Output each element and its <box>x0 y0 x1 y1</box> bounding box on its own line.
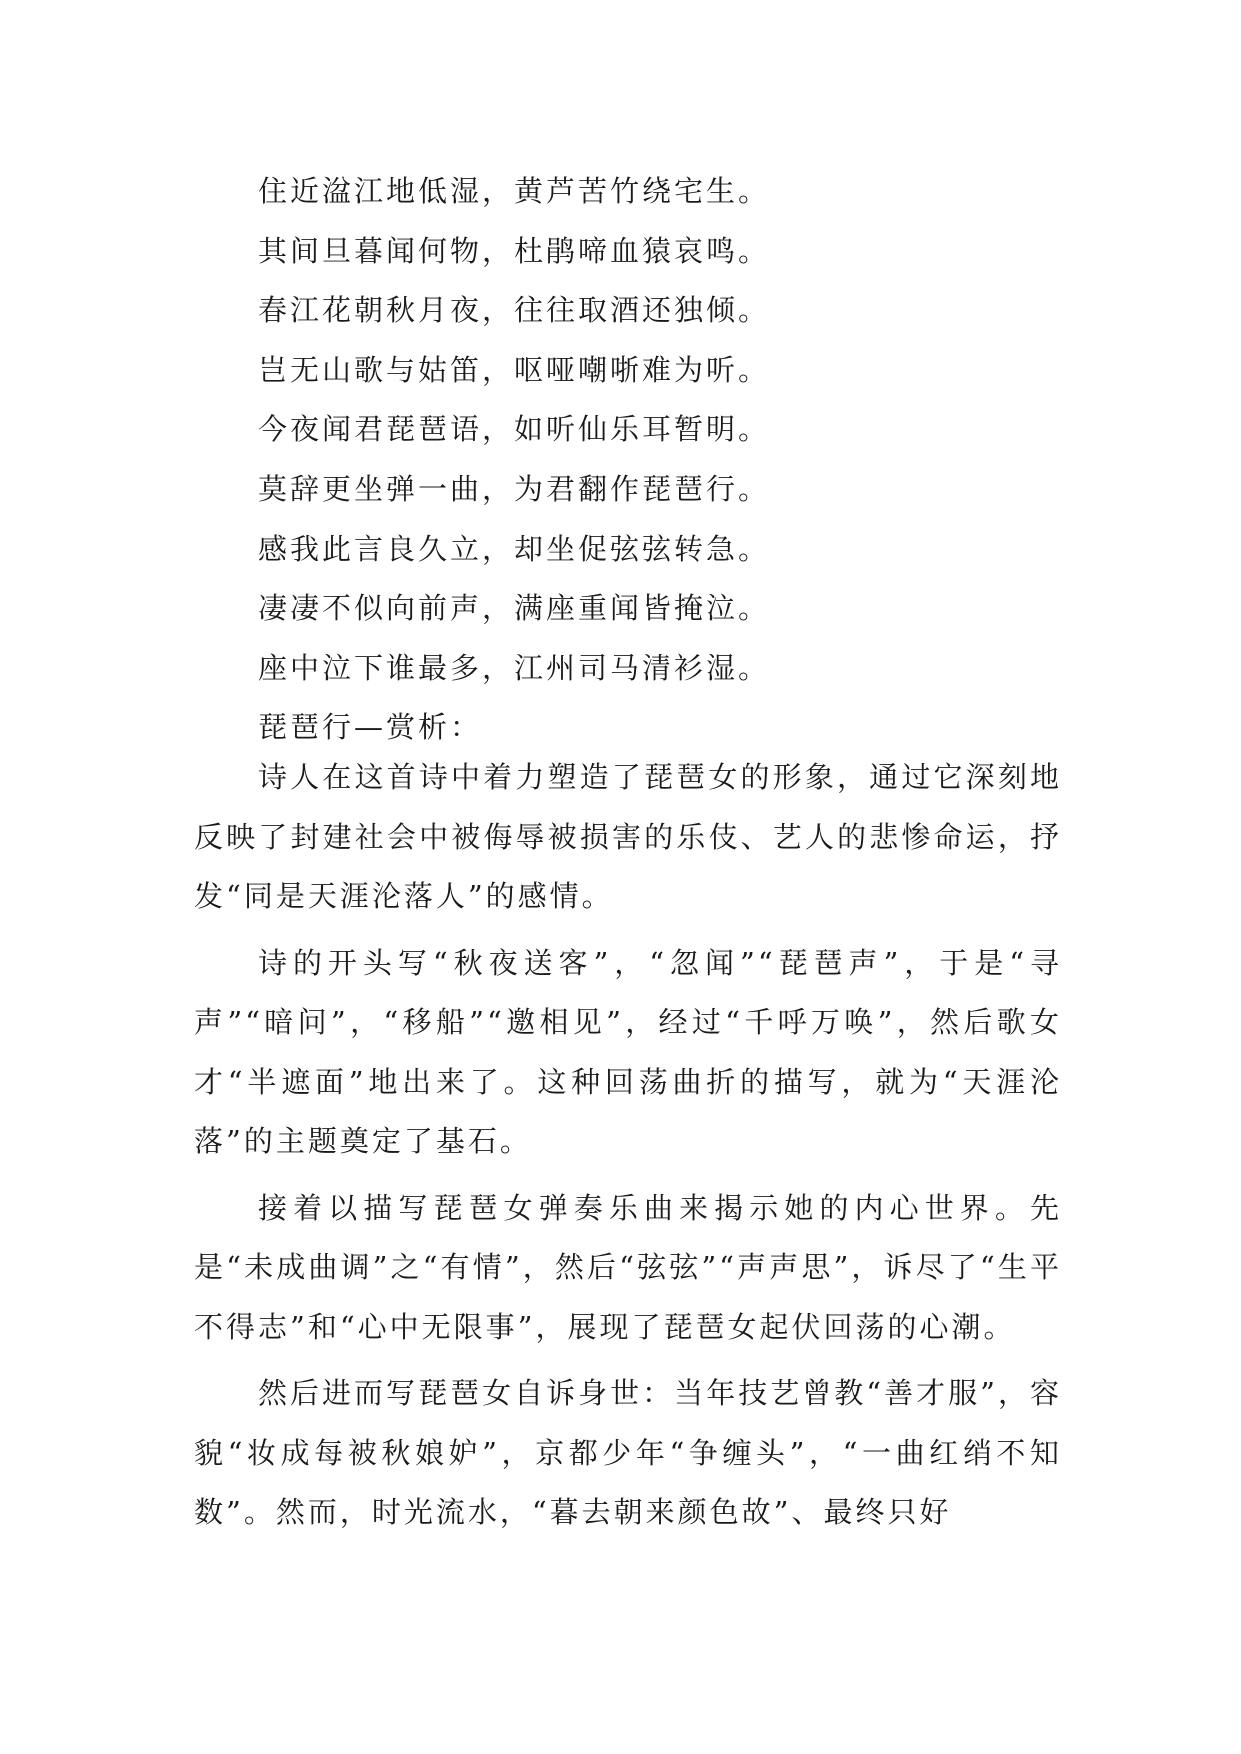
poem-block <box>258 162 1058 758</box>
poem-line: 春江花朝秋月夜，往往取酒还独倾。 <box>258 293 771 328</box>
paragraph: 诗的开头写“秋夜送客”，“忽闻”“琵琶声”，于是“寻声”“暗问”，“移船”“邀相见”，经过“千呼万唤”，然后歌女才“半遮面”地出来了。这种回荡曲折的描写，就为“天涯沦落”的主题奠定了基石。 <box>194 945 1062 1158</box>
poem-line: 座中泣下谁最多，江州司马清衫湿。 <box>258 650 771 685</box>
poem-line: 岂无山歌与姑笛，呕哑嘲哳难为听。 <box>258 352 771 387</box>
paragraph: 诗人在这首诗中着力塑造了琵琶女的形象，通过它深刻地反映了封建社会中被侮辱被损害的乐伎、艺人的悲惨命运，抒发“同是天涯沦落人”的感情。 <box>194 760 1062 913</box>
poem-line: 莫辞更坐弹一曲，为君翻作琵琶行。 <box>258 471 771 506</box>
paragraph: 然后进而写琵琶女自诉身世：当年技艺曾教“善才服”，容貌“妆成每被秋娘妒”，京都少年“争缠头”，“一曲红绡不知数”。然而，时光流水，“暮去朝来颜色故”、最终只好 <box>194 1376 1062 1529</box>
analysis-body <box>194 748 1062 1550</box>
paragraph: 接着以描写琵琶女弹奏乐曲来揭示她的内心世界。先是“未成曲调”之“有情”，然后“弦弦”“声声思”，诉尽了“生平不得志”和“心中无限事”，展现了琵琶女起伏回荡的心潮。 <box>194 1190 1062 1344</box>
poem-line: 凄凄不似向前声，满座重闻皆掩泣。 <box>258 591 771 626</box>
section-heading: 琵琶行—赏析： <box>258 710 483 745</box>
poem-line: 住近湓江地低湿，黄芦苦竹绕宅生。 <box>258 174 771 208</box>
poem-line: 感我此言良久立，却坐促弦弦转急。 <box>258 531 771 566</box>
poem-line: 其间旦暮闻何物，杜鹃啼血猿哀鸣。 <box>258 233 771 268</box>
poem-line: 今夜闻君琵琶语，如听仙乐耳暂明。 <box>258 412 771 447</box>
